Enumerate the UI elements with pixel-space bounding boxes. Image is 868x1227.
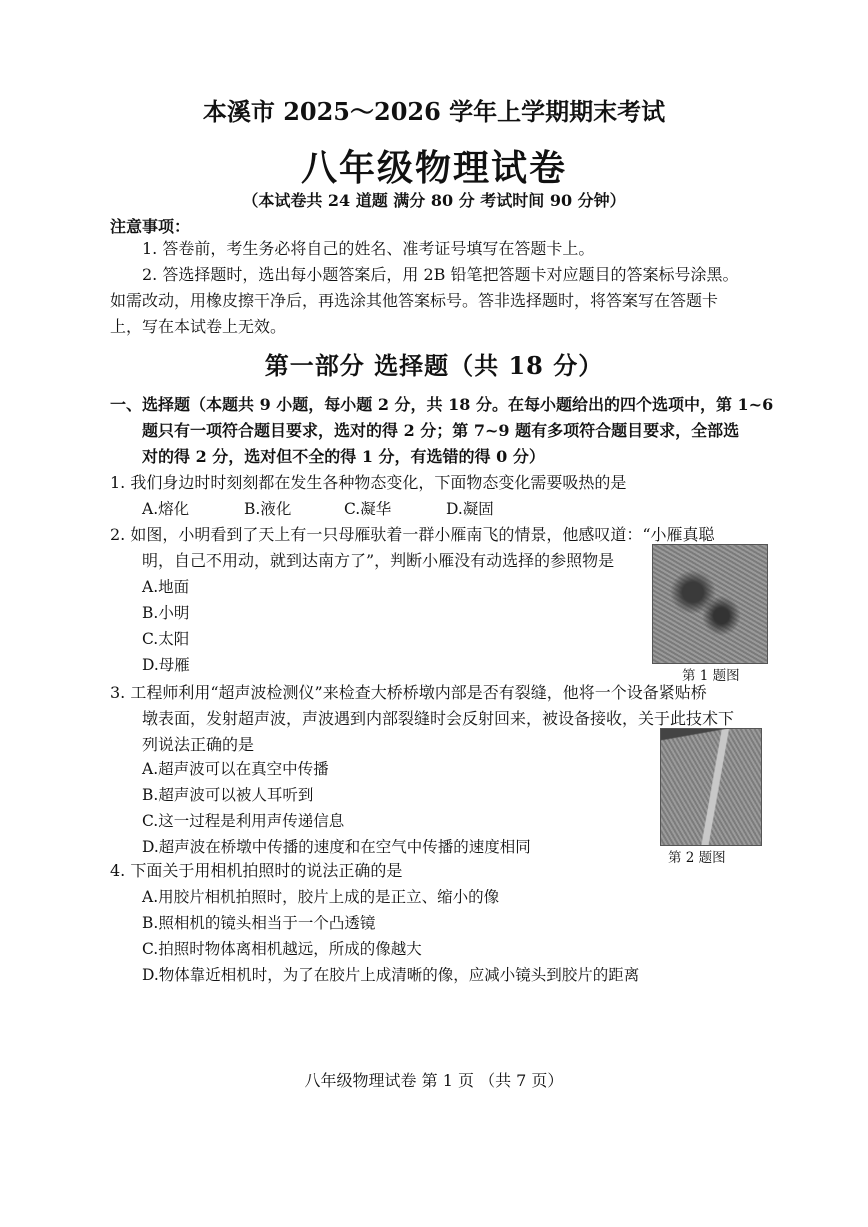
- question-1-option-c: C.凝华: [344, 500, 392, 518]
- question-4-option-b: B.照相机的镜头相当于一个凸透镜: [142, 914, 376, 932]
- notice-heading: 注意事项：: [110, 217, 191, 236]
- geese-figure-image: [652, 544, 768, 664]
- question-1-option-d: D.凝固: [446, 500, 494, 518]
- page-footer: 八年级物理试卷 第 1 页 （共 7 页）: [304, 1071, 564, 1090]
- figure-2-caption: 第 2 题图: [668, 850, 726, 866]
- question-3-option-a: A.超声波可以在真空中传播: [142, 760, 329, 778]
- question-3-stem-line1: 3. 工程师利用“超声波检测仪”来检查大桥桥墩内部是否有裂缝，他将一个设备紧贴桥: [110, 683, 707, 702]
- question-2-option-b: B.小明: [142, 604, 190, 622]
- exam-info: （本试卷共 24 道题 满分 80 分 考试时间 90 分钟）: [242, 191, 626, 210]
- notice-item-1: 1. 答卷前，考生务必将自己的姓名、准考证号填写在答题卡上。: [142, 239, 595, 258]
- question-2-stem-line1: 2. 如图，小明看到了天上有一只母雁驮着一群小雁南飞的情景，他感叹道：“小雁真聪: [110, 525, 715, 544]
- question-4-stem: 4. 下面关于用相机拍照时的说法正确的是: [110, 861, 403, 880]
- question-4-option-d: D.物体靠近相机时，为了在胶片上成清晰的像，应减小镜头到胶片的距离: [142, 966, 640, 984]
- question-2-option-c: C.太阳: [142, 630, 190, 648]
- part1-heading: 第一部分 选择题（共 18 分）: [264, 351, 604, 380]
- question-1-option-a: A.熔化: [142, 500, 190, 518]
- question-2-option-d: D.母雁: [142, 656, 190, 674]
- notice-item-2-line2: 如需改动，用橡皮擦干净后，再选涂其他答案标号。答非选择题时，将答案写在答题卡: [110, 291, 719, 310]
- question-3-option-c: C.这一过程是利用声传递信息: [142, 812, 345, 830]
- question-3-option-b: B.超声波可以被人耳听到: [142, 786, 314, 804]
- paper-title: 八年级物理试卷: [300, 147, 567, 189]
- question-2-option-a: A.地面: [142, 578, 190, 596]
- notice-item-2-line1: 2. 答选择题时，选出每小题答案后，用 2B 铅笔把答题卡对应题目的答案标号涂黑。: [142, 265, 739, 284]
- section-instructions-line2: 题只有一项符合题目要求，选对的得 2 分；第 7~9 题有多项符合题目要求，全部选: [142, 421, 740, 440]
- question-4-option-a: A.用胶片相机拍照时，胶片上成的是正立、缩小的像: [142, 888, 500, 906]
- question-3-stem-line3: 列说法正确的是: [142, 735, 255, 754]
- question-1-option-b: B.液化: [244, 500, 292, 518]
- section-instructions-line3: 对的得 2 分，选对但不全的得 1 分，有选错的得 0 分）: [142, 447, 545, 466]
- question-4-option-c: C.拍照时物体离相机越远，所成的像越大: [142, 940, 422, 958]
- notice-item-2-line3: 上，写在本试卷上无效。: [110, 317, 287, 336]
- figure-1-caption: 第 1 题图: [682, 668, 740, 684]
- exam-title: 本溪市 2025～2026 学年上学期期末考试: [202, 97, 666, 126]
- section-instructions-line1: 一、选择题（本题共 9 小题，每小题 2 分，共 18 分。在每小题给出的四个选项中，第 1~6: [110, 395, 774, 414]
- bridge-pier-figure-image: [660, 728, 762, 846]
- question-1-stem: 1. 我们身边时时刻刻都在发生各种物态变化，下面物态变化需要吸热的是: [110, 473, 627, 492]
- question-3-option-d: D.超声波在桥墩中传播的速度和在空气中传播的速度相同: [142, 838, 531, 856]
- question-2-stem-line2: 明，自己不用动，就到达南方了”，判断小雁没有动选择的参照物是: [142, 551, 615, 570]
- question-3-stem-line2: 墩表面，发射超声波，声波遇到内部裂缝时会反射回来，被设备接收，关于此技术下: [142, 709, 735, 728]
